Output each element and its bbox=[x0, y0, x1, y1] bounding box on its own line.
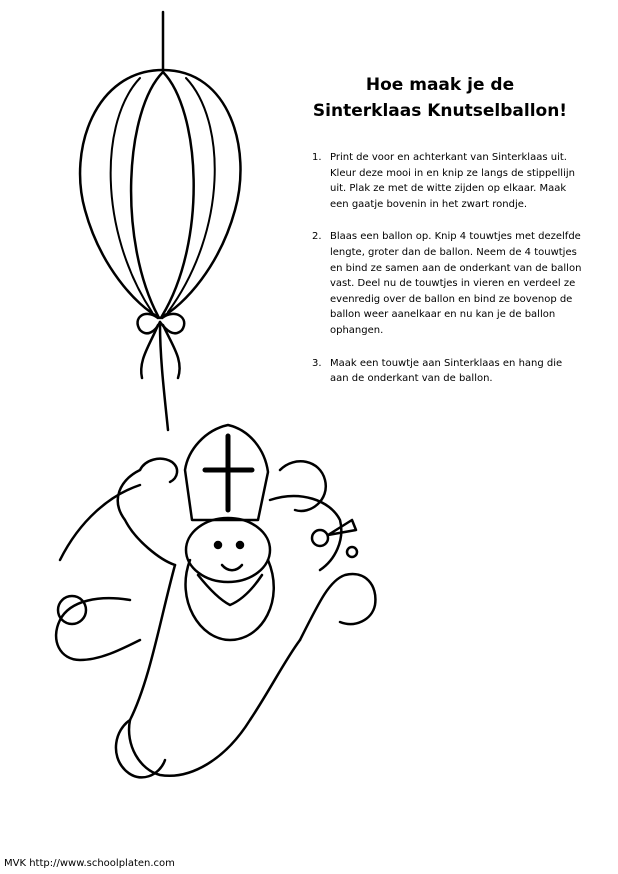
instruction-step bbox=[312, 229, 582, 338]
step-number: 1. bbox=[312, 152, 322, 163]
step-number: 3. bbox=[312, 357, 322, 369]
step-text: Blaas een ballon op. Knip 4 touwtjes met dezelfde lengte, groter dan de ballon. Neem de 4 touwtjes en bind ze samen aan de onderkant van de ballon vast. Deel nu de touwtjes in vieren en verdeel ze evenredig over de ballon en bind ze bovenop de ballon weer aanelkaar en nu kan je de ballon ophangen. bbox=[330, 231, 582, 336]
sinterklaas-figure bbox=[56, 425, 375, 777]
step-text: Maak een touwtje aan Sinterklaas en hang die aan de onderkant van de ballon. bbox=[330, 357, 563, 385]
balloon bbox=[80, 70, 240, 430]
title-line-2: Sinterklaas Knutselballon! bbox=[312, 101, 568, 121]
instruction-list bbox=[312, 150, 582, 404]
title-line-1: Hoe maak je de bbox=[365, 75, 515, 95]
instruction-step bbox=[312, 150, 582, 212]
footer-credit: MVK http://www.schoolplaten.com bbox=[4, 858, 175, 869]
step-number: 2. bbox=[312, 231, 322, 243]
step-text: Print de voor en achterkant van Sinterklaas uit. Kleur deze mooi in en knip ze langs de stippellijn uit. Plak ze met de witte zijden op elkaar. Maak een gaatje bovenin in het zwart rondje. bbox=[330, 152, 575, 210]
page-title bbox=[300, 72, 580, 124]
instruction-step bbox=[312, 356, 582, 387]
